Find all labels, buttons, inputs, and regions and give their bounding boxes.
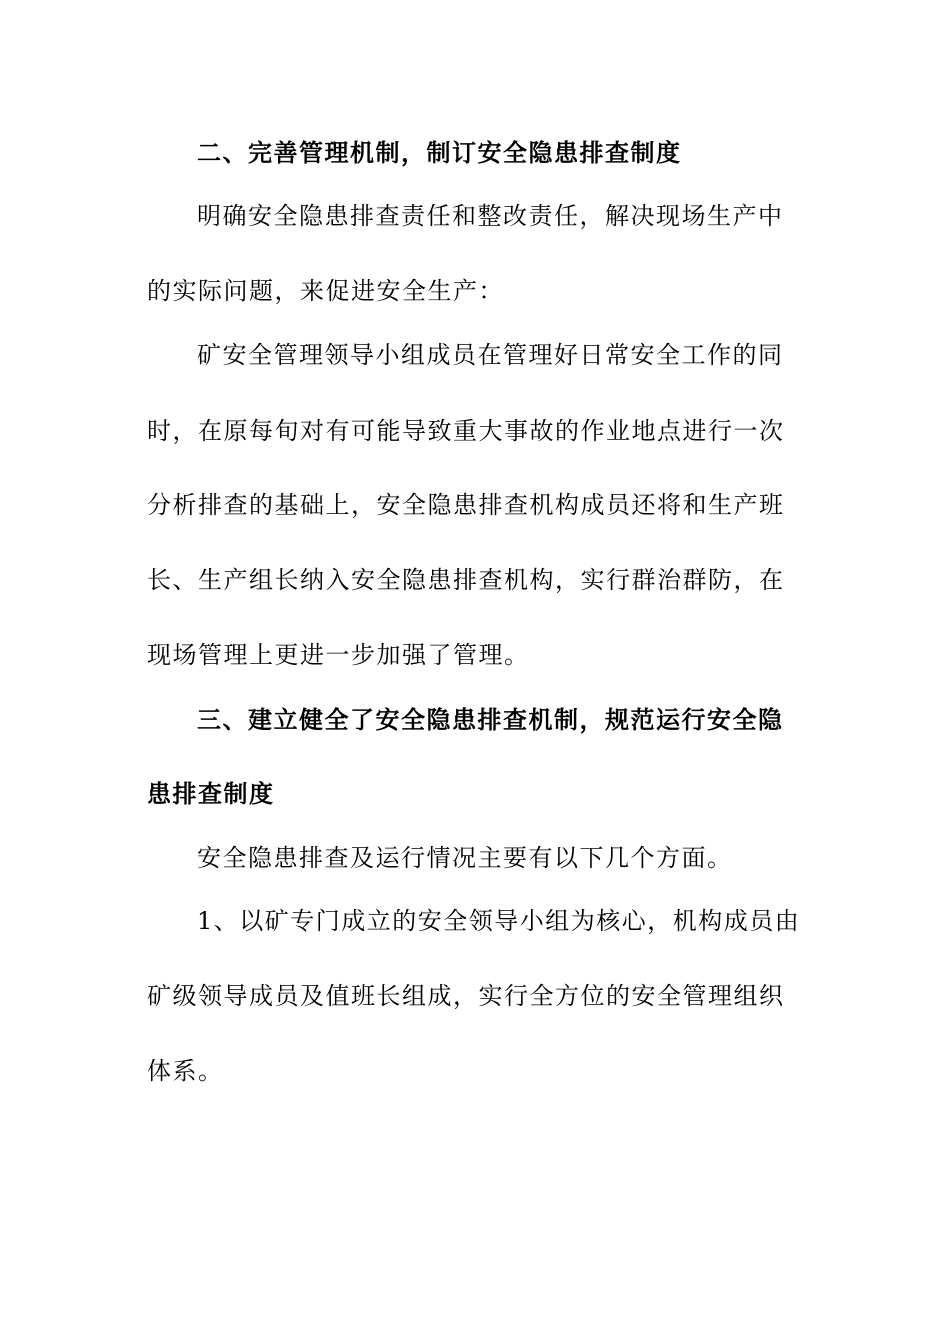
section-3-heading-line-1: 三、建立健全了安全隐患排查机制，规范运行安全隐 [197,705,784,734]
paragraph-1-line-2: 的实际问题，来促进安全生产： [147,277,504,305]
paragraph-2-line-3: 分析排查的基础上，安全隐患排查机构成员还将和生产班 [147,491,785,519]
paragraph-1-line-1: 明确安全隐患排查责任和整改责任，解决现场生产中 [197,202,784,230]
paragraph-2-line-1: 矿安全管理领导小组成员在管理好日常安全工作的同 [197,341,784,369]
item-1-line-3: 体系。 [147,1057,224,1085]
item-1-line-2: 矿级领导成员及值班长组成，实行全方位的安全管理组织 [147,982,785,1010]
paragraph-2-line-5: 现场管理上更进一步加强了管理。 [147,641,530,669]
section-2-heading: 二、完善管理机制，制订安全隐患排查制度 [197,138,682,167]
paragraph-3-line-1: 安全隐患排查及运行情况主要有以下几个方面。 [197,844,733,872]
section-3-heading-line-2: 患排查制度 [147,779,275,808]
item-1-line-1: 1、以矿专门成立的安全领导小组为核心，机构成员由 [197,907,801,935]
paragraph-2-line-4: 长、生产组长纳入安全隐患排查机构，实行群治群防，在 [147,566,785,594]
paragraph-2-line-2: 时，在原每旬对有可能导致重大事故的作业地点进行一次 [147,417,785,445]
